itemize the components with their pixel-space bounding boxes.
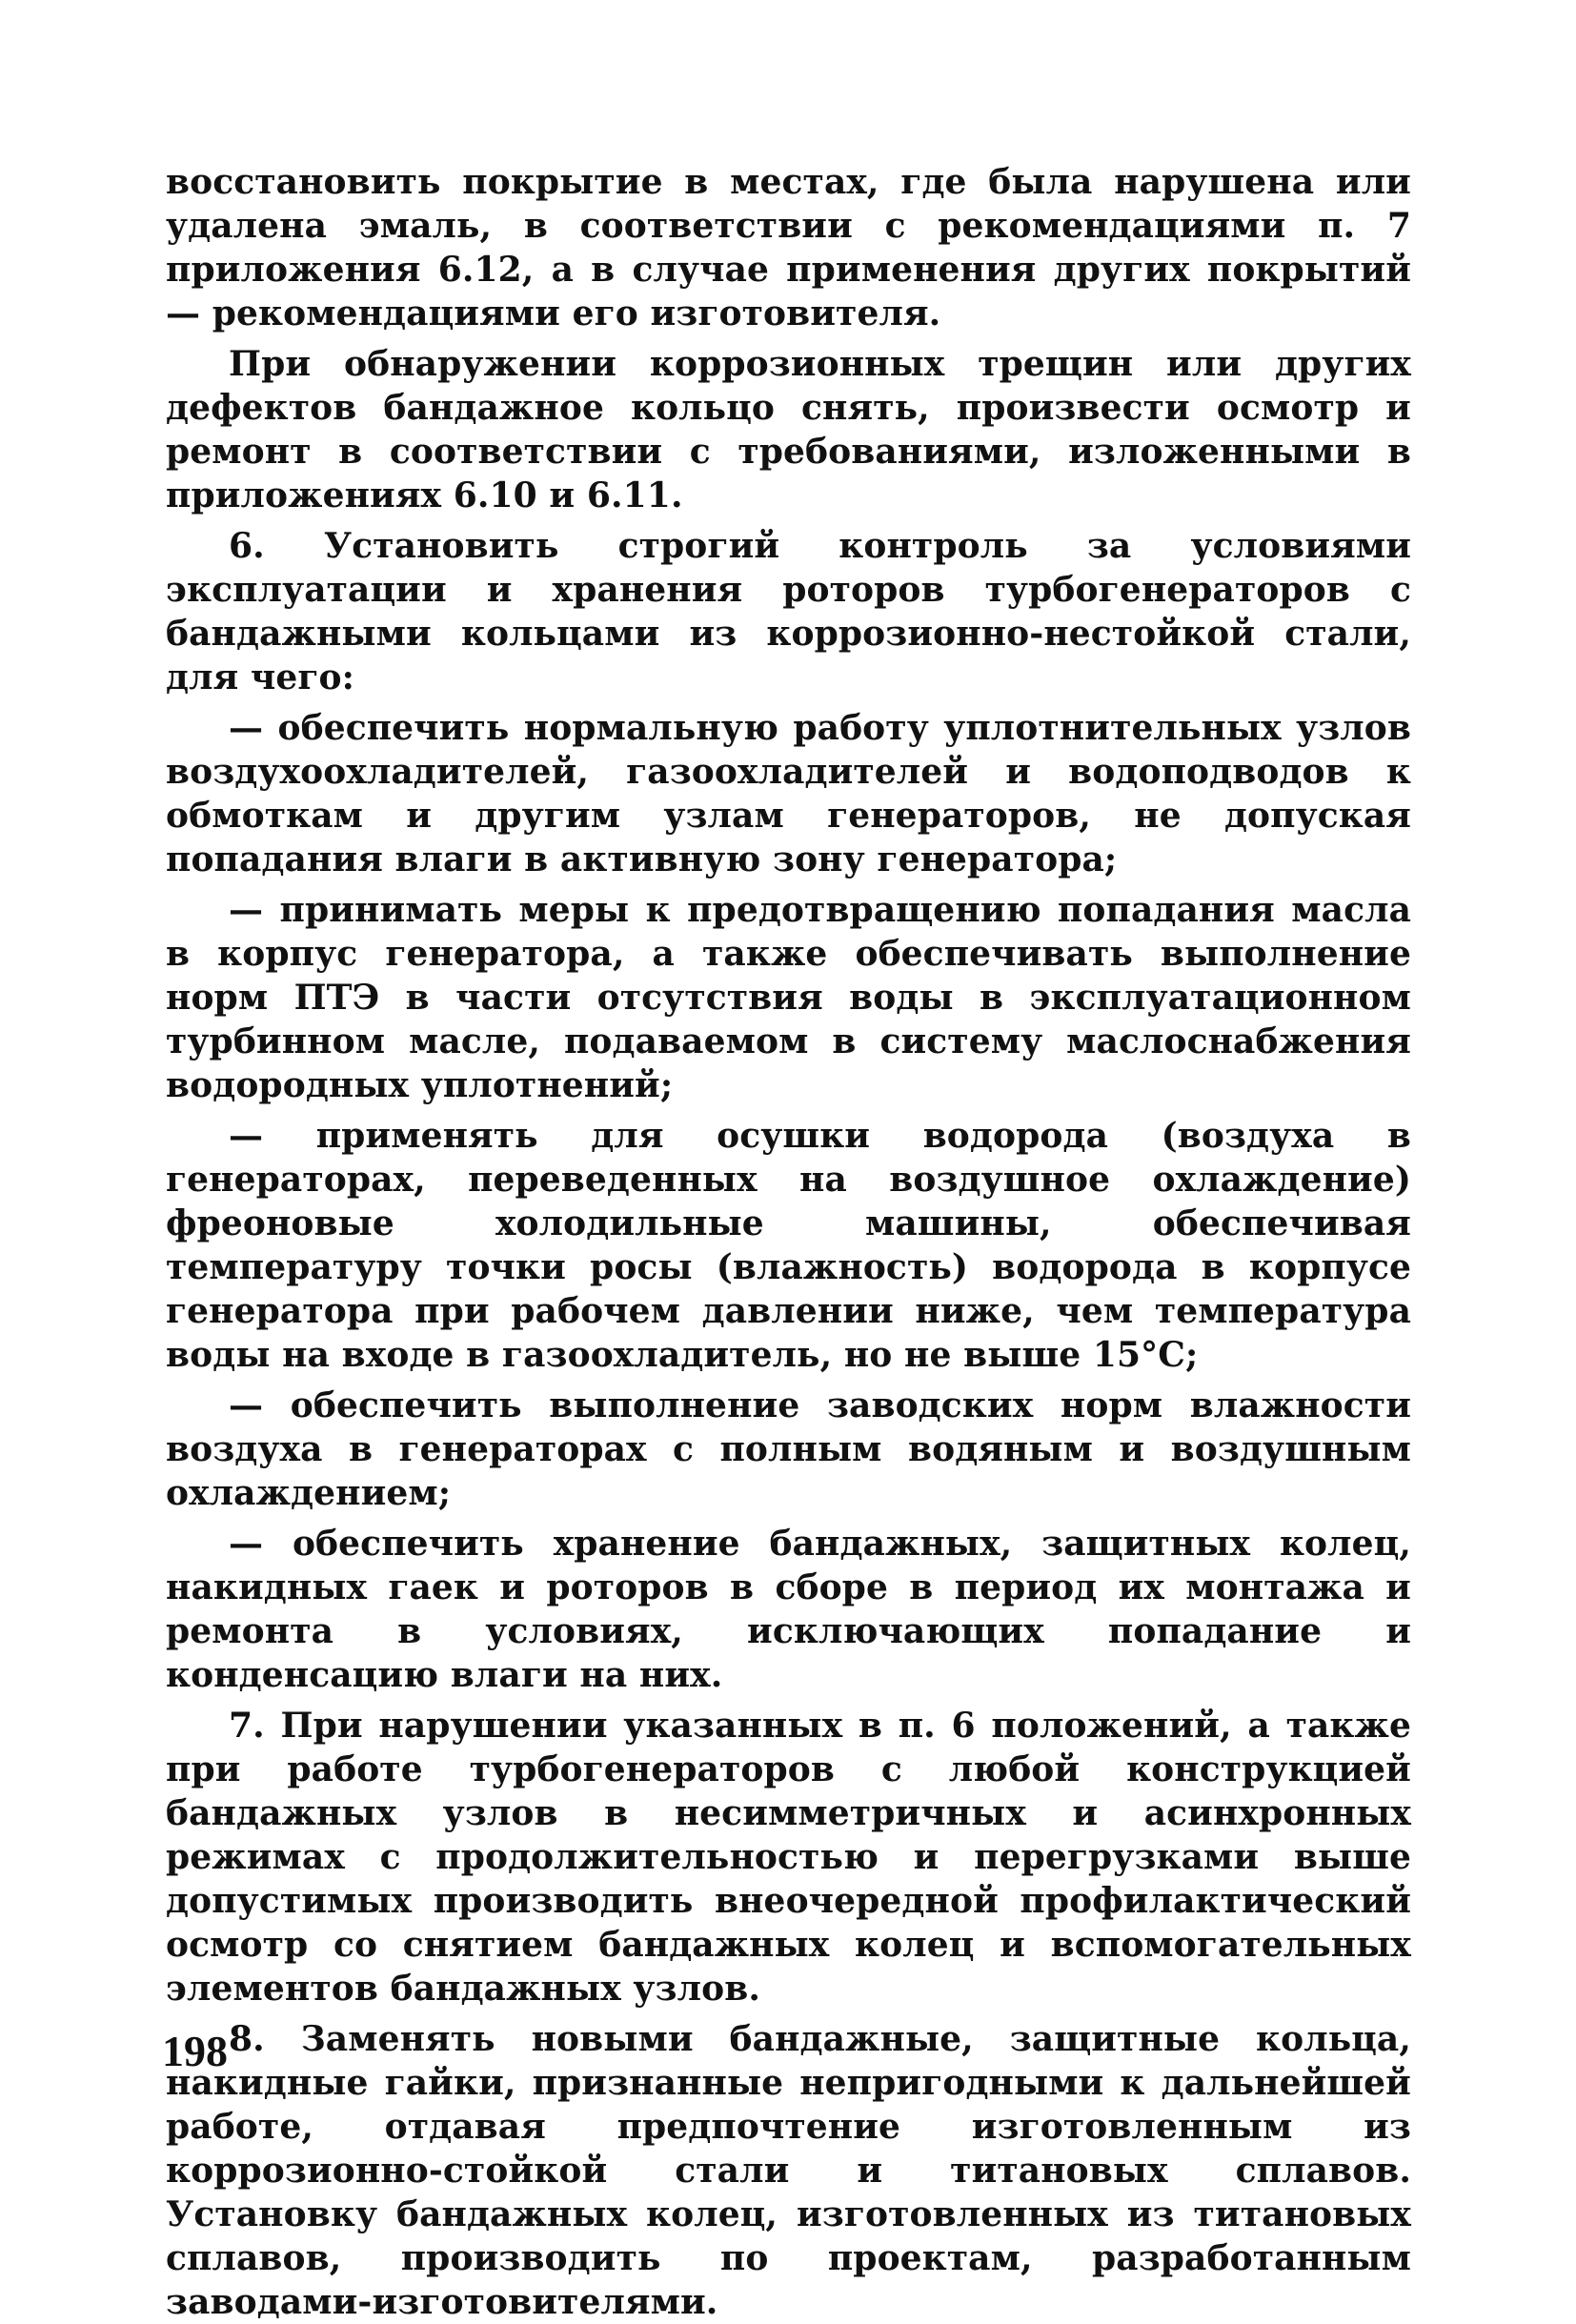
paragraph-6-dash — [166, 1114, 1411, 1377]
body-text — [166, 160, 1411, 2324]
page-number: 198 — [162, 2027, 228, 2075]
paragraph-1-text: восстановить покрытие в местах, где была нарушена или удалена эмаль, в соответствии с рекомендациями п. 7 приложения 6.12, а в случае применения других покрытий — рекомендациями его изготовителя. — [166, 162, 1411, 333]
paragraph-2 — [166, 342, 1411, 517]
paragraph-6-text: — применять для осушки водорода (воздуха в генераторах, переведенных на воздушное охлаждение) фреоновые холодильные машины, обеспечивая температуру точки росы (влажность) водорода в корпусе генератора при рабочем давлении ниже, чем температура воды на входе в газоохладитель, но не выше 15°С; — [166, 1116, 1411, 1375]
paragraph-3-text: Установить строгий контроль за условиями эксплуатации и хранения роторов турбогенераторов с бандажными кольцами из коррозионно-нестойкой стали, для чего: — [166, 526, 1411, 697]
paragraph-4-dash — [166, 706, 1411, 881]
paragraph-7-dash — [166, 1384, 1411, 1515]
paragraph-3-item-6 — [166, 524, 1411, 699]
paragraph-1 — [166, 160, 1411, 335]
paragraph-10-text: Заменять новыми бандажные, защитные кольца, накидные гайки, признанные непригодными к дальнейшей работе, отдавая предпочтение изготовленным из коррозионно-стойкой стали и титановых сплавов. Установку бандажных колец, изготовленных из титановых сплавов, производить по проектам, разработанным заводами-изготовителями. — [166, 2019, 1411, 2322]
paragraph-5-text: — принимать меры к предотвращению попадания масла в корпус генератора, а также обеспечивать выполнение норм ПТЭ в части отсутствия воды в эксплуатационном турбинном масле, подаваемом в систему маслоснабжения водородных уплотнений; — [166, 890, 1411, 1105]
paragraph-7-text: — обеспечить выполнение заводских норм влажности воздуха в генераторах с полным водяным и воздушным охлаждением; — [166, 1385, 1411, 1513]
paragraph-10-item-8 — [166, 2017, 1411, 2324]
item-number-8: 8. — [229, 2019, 265, 2059]
paragraph-9-text: При нарушении указанных в п. 6 положений, а также при работе турбогенераторов с любой конструкцией бандажных узлов в несимметричных и асинхронных режимах с продолжительностью и перегрузками выше допустимых производить внеочередной профилактический осмотр со снятием бандажных колец и вспомогательных элементов бандажных узлов. — [166, 1706, 1411, 2009]
paragraph-8-dash — [166, 1522, 1411, 1697]
paragraph-4-text: — обеспечить нормальную работу уплотнительных узлов воздухоохладителей, газоохладителей и водоподводов к обмоткам и другим узлам генераторов, не допуская попадания влаги в активную зону генератора; — [166, 708, 1411, 879]
item-number-6: 6. — [229, 526, 265, 566]
item-number-7: 7. — [229, 1706, 265, 1746]
paragraph-9-item-7 — [166, 1704, 1411, 2011]
paragraph-2-text: При обнаружении коррозионных трещин или других дефектов бандажное кольцо снять, произвести осмотр и ремонт в соответствии с требованиями, изложенными в приложениях 6.10 и 6.11. — [166, 344, 1411, 515]
paragraph-5-dash — [166, 888, 1411, 1107]
paragraph-8-text: — обеспечить хранение бандажных, защитных колец, накидных гаек и роторов в сборе в период их монтажа и ремонта в условиях, исключающих попадание и конденсацию влаги на них. — [166, 1524, 1411, 1695]
